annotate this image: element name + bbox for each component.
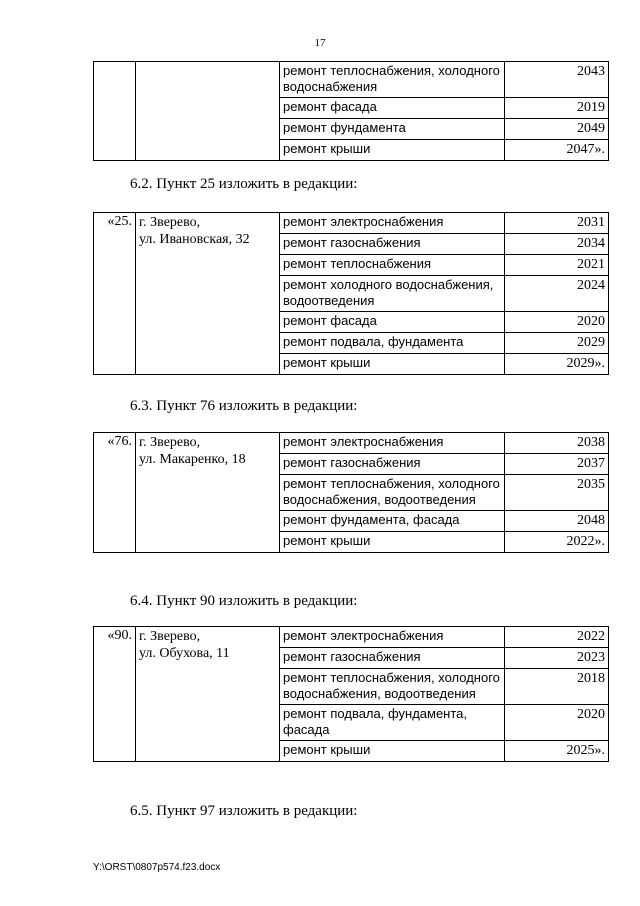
work-type-cell: ремонт газоснабжения bbox=[280, 454, 505, 475]
section-heading: 6.3. Пункт 76 изложить в редакции: bbox=[130, 398, 358, 414]
address-street: ул. Ивановская, 32 bbox=[139, 232, 250, 247]
work-type-cell: ремонт подвала, фундамента, фасада bbox=[280, 705, 505, 741]
item-number-cell: «76. bbox=[94, 433, 136, 553]
year-cell: 2029». bbox=[505, 354, 609, 375]
year-cell: 2025». bbox=[505, 741, 609, 762]
year-cell: 2037 bbox=[505, 454, 609, 475]
work-type-cell: ремонт газоснабжения bbox=[280, 648, 505, 669]
table-row bbox=[94, 433, 609, 454]
schedule-table-item-90 bbox=[93, 626, 609, 762]
item-number-cell: «90. bbox=[94, 627, 136, 762]
work-type-cell: ремонт фундамента, фасада bbox=[280, 511, 505, 532]
table-row bbox=[94, 62, 609, 98]
schedule-table-continuation bbox=[93, 61, 609, 161]
work-type-cell: ремонт крыши bbox=[280, 354, 505, 375]
section-heading: 6.2. Пункт 25 изложить в редакции: bbox=[130, 176, 358, 192]
year-cell: 2019 bbox=[505, 98, 609, 119]
address-city: г. Зверево, bbox=[139, 435, 201, 450]
work-type-cell: ремонт крыши bbox=[280, 741, 505, 762]
year-cell: 2048 bbox=[505, 511, 609, 532]
address-city: г. Зверево, bbox=[139, 629, 201, 644]
schedule-table-item-76 bbox=[93, 432, 609, 553]
year-cell: 2018 bbox=[505, 669, 609, 705]
year-cell: 2021 bbox=[505, 255, 609, 276]
year-cell: 2024 bbox=[505, 276, 609, 312]
address-cell bbox=[136, 213, 280, 375]
year-cell: 2023 bbox=[505, 648, 609, 669]
address-street: ул. Обухова, 11 bbox=[139, 646, 230, 661]
year-cell: 2031 bbox=[505, 213, 609, 234]
work-type-cell: ремонт электроснабжения bbox=[280, 213, 505, 234]
year-cell: 2020 bbox=[505, 705, 609, 741]
year-cell: 2047». bbox=[505, 140, 609, 161]
year-cell: 2043 bbox=[505, 62, 609, 98]
work-type-cell: ремонт газоснабжения bbox=[280, 234, 505, 255]
work-type-cell: ремонт электроснабжения bbox=[280, 433, 505, 454]
work-type-cell: ремонт теплоснабжения, холодного водоснабжения, водоотведения bbox=[280, 669, 505, 705]
year-cell: 2034 bbox=[505, 234, 609, 255]
work-type-cell: ремонт подвала, фундамента bbox=[280, 333, 505, 354]
address-cell bbox=[136, 433, 280, 553]
year-cell: 2022 bbox=[505, 627, 609, 648]
page-number: 17 bbox=[314, 37, 326, 49]
section-heading: 6.5. Пункт 97 изложить в редакции: bbox=[130, 803, 358, 819]
year-cell: 2035 bbox=[505, 475, 609, 511]
work-type-cell: ремонт теплоснабжения bbox=[280, 255, 505, 276]
address-city: г. Зверево, bbox=[139, 215, 201, 230]
work-type-cell: ремонт фундамента bbox=[280, 119, 505, 140]
address-cell bbox=[136, 62, 280, 161]
year-cell: 2020 bbox=[505, 312, 609, 333]
table-row bbox=[94, 213, 609, 234]
schedule-table-item-25 bbox=[93, 212, 609, 375]
item-number-cell bbox=[94, 62, 136, 161]
year-cell: 2029 bbox=[505, 333, 609, 354]
year-cell: 2049 bbox=[505, 119, 609, 140]
item-number-cell: «25. bbox=[94, 213, 136, 375]
section-heading: 6.4. Пункт 90 изложить в редакции: bbox=[130, 593, 358, 609]
table-row bbox=[94, 627, 609, 648]
work-type-cell: ремонт теплоснабжения, холодного водоснабжения, водоотведения bbox=[280, 475, 505, 511]
work-type-cell: ремонт фасада bbox=[280, 98, 505, 119]
address-street: ул. Макаренко, 18 bbox=[139, 452, 246, 467]
year-cell: 2038 bbox=[505, 433, 609, 454]
file-path-footer: Y:\ORST\0807p574.f23.docx bbox=[93, 862, 221, 873]
work-type-cell: ремонт крыши bbox=[280, 532, 505, 553]
work-type-cell: ремонт фасада bbox=[280, 312, 505, 333]
address-cell bbox=[136, 627, 280, 762]
work-type-cell: ремонт электроснабжения bbox=[280, 627, 505, 648]
year-cell: 2022». bbox=[505, 532, 609, 553]
work-type-cell: ремонт теплоснабжения, холодного водоснабжения bbox=[280, 62, 505, 98]
work-type-cell: ремонт холодного водоснабжения, водоотведения bbox=[280, 276, 505, 312]
work-type-cell: ремонт крыши bbox=[280, 140, 505, 161]
